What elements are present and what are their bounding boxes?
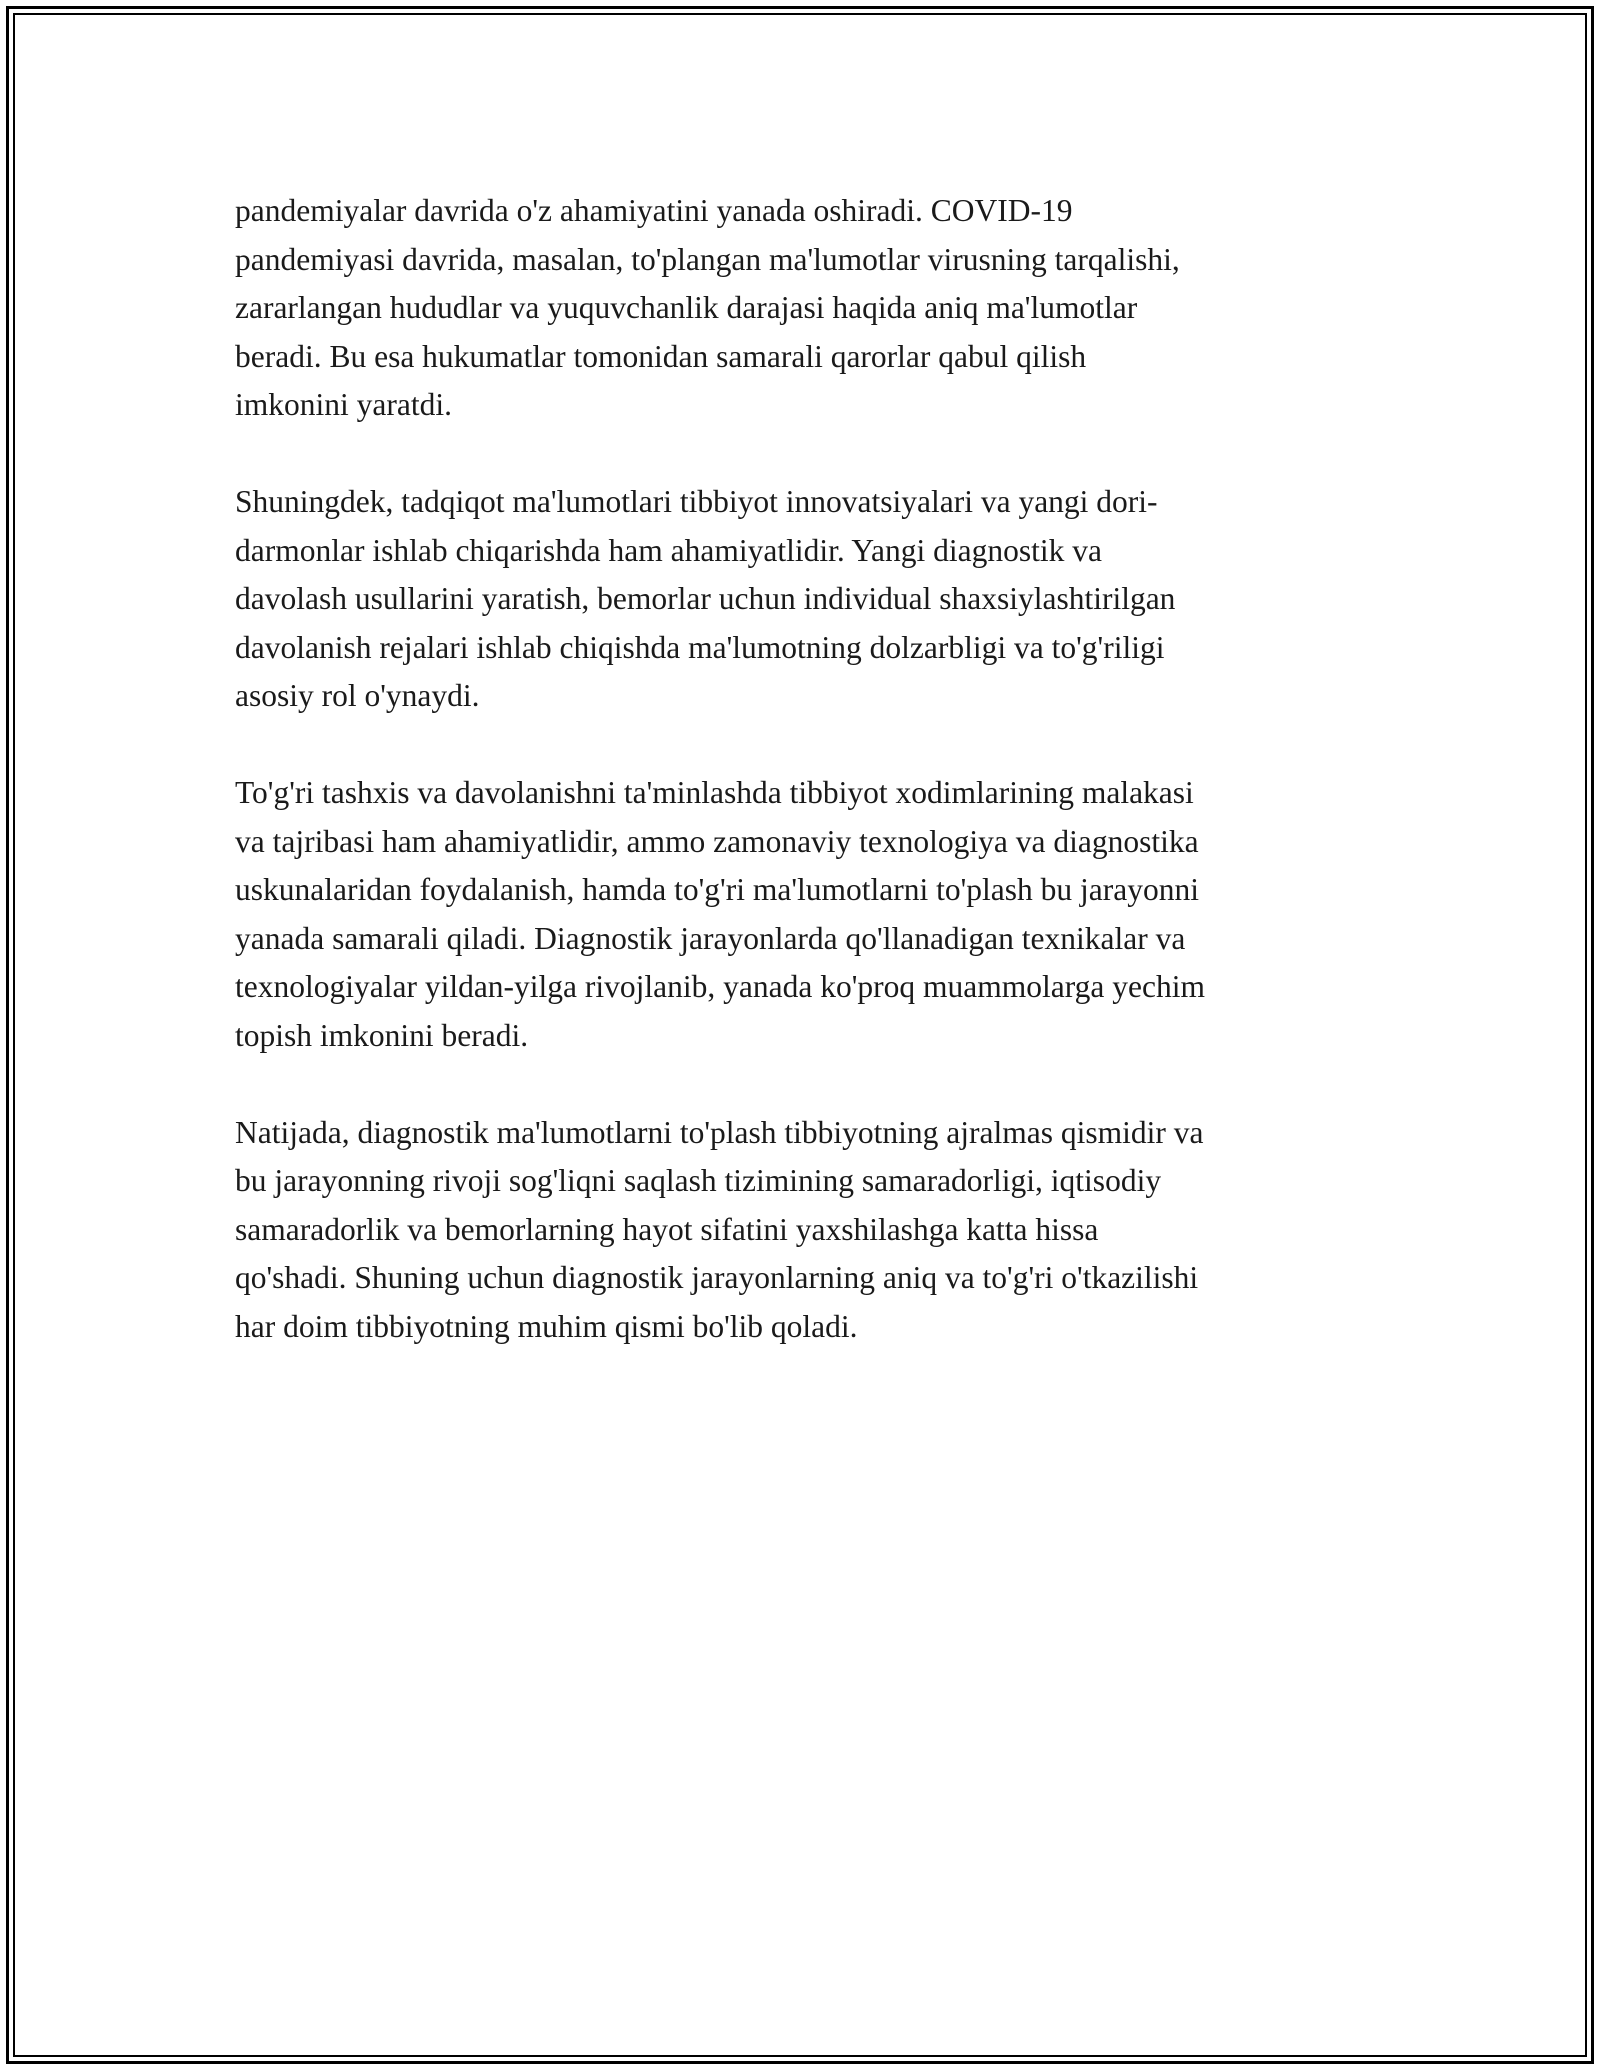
text-line: davolanish rejalari ishlab chiqishda ma'lumotning dolzarbligi va to'g'riligi xyxy=(235,629,1165,665)
document-body xyxy=(235,187,1380,1400)
text-line: darmonlar ishlab chiqarishda ham ahamiyatlidir. Yangi diagnostik va xyxy=(235,532,1102,568)
text-line: texnologiyalar yildan-yilga rivojlanib, yanada ko'proq muammolarga yechim xyxy=(235,969,1205,1004)
text-line: yanada samarali qiladi. Diagnostik jarayonlarda qo'llanadigan texnikalar va xyxy=(235,920,1186,956)
text-line: pandemiyalar davrida o'z ahamiyatini yanada oshiradi. COVID-19 xyxy=(235,193,1073,228)
text-line: beradi. Bu esa hukumatlar tomonidan samarali qarorlar qabul qilish xyxy=(235,338,1087,374)
paragraph-3 xyxy=(235,769,1380,1060)
text-line: qo'shadi. Shuning uchun diagnostik jarayonlarning aniq va to'g'ri o'tkazilishi xyxy=(235,1260,1199,1295)
text-line: asosiy rol o'ynaydi. xyxy=(235,678,480,713)
text-line: To'g'ri tashxis va davolanishni ta'minlashda tibbiyot xodimlarining malakasi xyxy=(235,775,1194,810)
text-line: Natijada, diagnostik ma'lumotlarni to'plash tibbiyotning ajralmas qismidir va xyxy=(235,1114,1204,1150)
text-line: har doim tibbiyotning muhim qismi bo'lib qoladi. xyxy=(235,1308,858,1344)
paragraph-4 xyxy=(235,1109,1380,1352)
text-line: davolash usullarini yaratish, bemorlar uchun individual shaxsiylashtirilgan xyxy=(235,581,1176,616)
text-line: imkonini yaratdi. xyxy=(235,387,452,422)
paragraph-2 xyxy=(235,478,1380,721)
text-line: topish imkonini beradi. xyxy=(235,1017,529,1053)
text-line: zararlangan hududlar va yuquvchanlik darajasi haqida aniq ma'lumotlar xyxy=(235,290,1138,325)
text-line: Shuningdek, tadqiqot ma'lumotlari tibbiyot innovatsiyalari va yangi dori- xyxy=(235,484,1158,519)
text-line: bu jarayonning rivoji sog'liqni saqlash tizimining samaradorligi, iqtisodiy xyxy=(235,1163,1162,1198)
text-line: uskunalaridan foydalanish, hamda to'g'ri ma'lumotlarni to'plash bu jarayonni xyxy=(235,872,1199,907)
text-line: samaradorlik va bemorlarning hayot sifatini yaxshilashga katta hissa xyxy=(235,1211,1099,1247)
text-line: va tajribasi ham ahamiyatlidir, ammo zamonaviy texnologiya va diagnostika xyxy=(235,823,1199,859)
paragraph-1 xyxy=(235,187,1380,430)
text-line: pandemiyasi davrida, masalan, to'plangan ma'lumotlar virusning tarqalishi, xyxy=(235,241,1180,277)
